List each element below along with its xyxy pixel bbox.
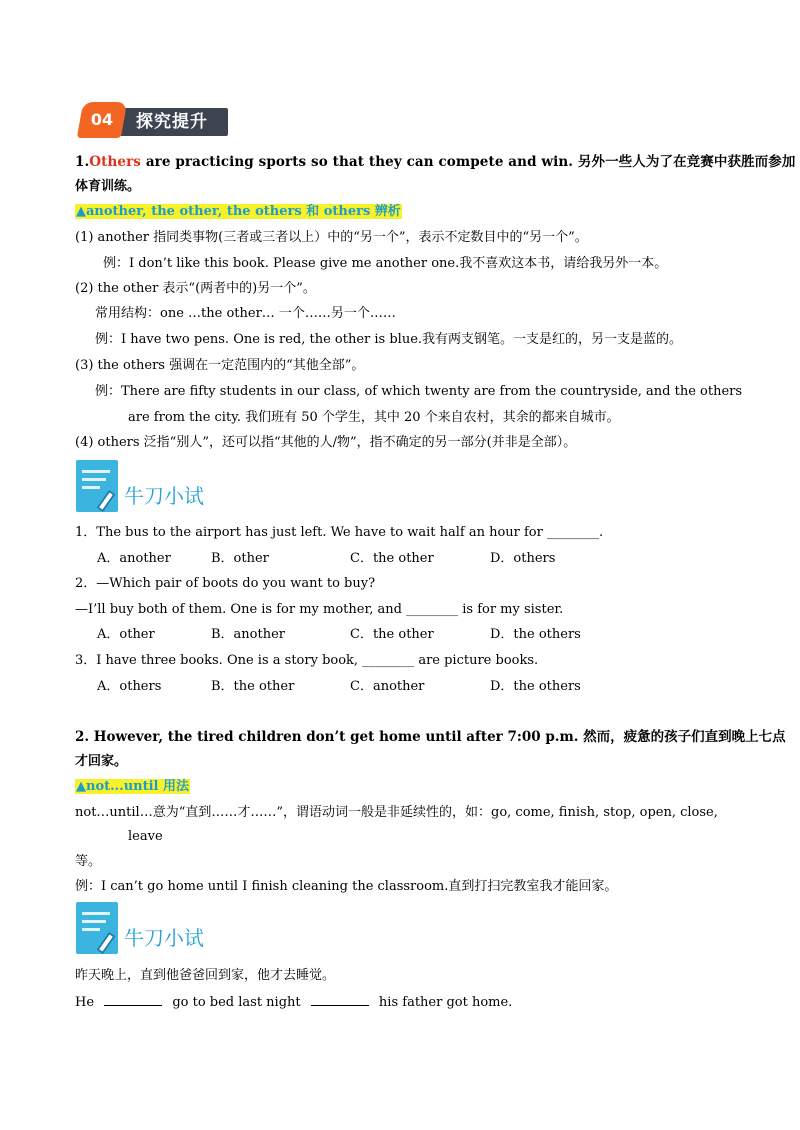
- option: A．others: [97, 679, 162, 694]
- question-stem: 3．I have three books. One is a story book, ________ are picture books.: [75, 653, 539, 668]
- item1-line: (3) the others 强调在一定范围内的“其他全部”。: [75, 358, 365, 373]
- item2-tag: [75, 778, 190, 796]
- answer-blank[interactable]: [311, 992, 369, 1006]
- practice2-en-a: He: [75, 995, 95, 1010]
- item2-line2: 等。: [75, 854, 102, 869]
- section-title: 探究提升: [136, 112, 208, 132]
- item2-sentence: 2. However, the tired children don’t get home until after 7:00 p.m. 然而，疲惫的孩子们直到晚上七点: [75, 729, 786, 745]
- item2-example: 例：I can’t go home until I finish cleaning the classroom.直到打扫完教室我才能回家。: [75, 879, 618, 894]
- item2-line1: not…until…意为“直到……才……”，谓语动词一般是非延续性的，如：go, come, finish, stop, open, close,: [75, 805, 718, 820]
- item1-line: (2) the other 表示“(两者中的)另一个”。: [75, 281, 316, 296]
- item1-sentence-line2: 体育训练。: [75, 179, 141, 194]
- option: D．the others: [490, 627, 581, 642]
- item1-line: (1) another 指同类事物(三者或三者以上）中的“另一个”，表示不定数目中的“另一个”。: [75, 230, 588, 245]
- section-header: [80, 100, 228, 140]
- option: C．another: [350, 679, 425, 694]
- option: B．other: [211, 551, 269, 566]
- item1-red-word: Others: [89, 154, 142, 170]
- option: A．another: [97, 551, 171, 566]
- answer-blank[interactable]: [104, 992, 162, 1006]
- item1-sentence: [75, 153, 795, 171]
- item1-tag: [75, 203, 402, 221]
- section-number: 04: [90, 110, 114, 129]
- item1-line: are from the city. 我们班有 50 个学生，其中 20 个来自农村，其余的都来自城市。: [128, 410, 620, 425]
- question-stem: 2．—Which pair of boots do you want to buy?: [75, 576, 376, 591]
- item2-sentence-line2: 才回家。: [75, 754, 128, 769]
- option: D．the others: [490, 679, 581, 694]
- item2-tag-text: ▲not...until 用法: [76, 779, 190, 794]
- item1-line: 例：There are fifty students in our class, of which twenty are from the countryside, and the others: [95, 384, 743, 399]
- option: B．the other: [211, 679, 295, 694]
- practice2-cn: 昨天晚上，直到他爸爸回到家，他才去睡觉。: [75, 968, 336, 983]
- option: B．another: [211, 627, 286, 642]
- practice2-en-c: his father got home.: [378, 995, 513, 1010]
- practice1-heading: [76, 460, 226, 516]
- item1-line: 例：I don’t like this book. Please give me another one.我不喜欢这本书，请给我另外一本。: [103, 256, 668, 271]
- question-stem: 1．The bus to the airport has just left. We have to wait half an hour for ________.: [75, 525, 604, 540]
- notepad-icon: [76, 902, 118, 954]
- item1-line: 例：I have two pens. One is red, the other is blue.我有两支钢笔。一支是红的，另一支是蓝的。: [95, 332, 683, 347]
- item1-num: 1.: [75, 154, 90, 170]
- item2-line1b: leave: [128, 829, 163, 844]
- item1-line: (4) others 泛指“别人”，还可以指“其他的人/物”，指不确定的另一部分(并非是全部）。: [75, 435, 577, 450]
- practice2-heading: [76, 902, 226, 958]
- option: A．other: [97, 627, 155, 642]
- item1-tag-text: ▲another, the other, the others 和 others 辨析: [76, 204, 401, 219]
- practice1-title: 牛刀小试: [124, 484, 204, 508]
- option: C．the other: [350, 551, 434, 566]
- practice2-en: [75, 992, 512, 1012]
- practice2-title: 牛刀小试: [124, 926, 204, 950]
- question-stem-line2: —I’ll buy both of them. One is for my mother, and ________ is for my sister.: [75, 602, 564, 617]
- section-number-badge: [77, 102, 127, 138]
- notepad-icon: [76, 460, 118, 512]
- item1-line: 常用结构：one …the other… 一个……另一个……: [95, 306, 396, 321]
- item1-sentence-rest: are practicing sports so that they can compete and win. 另外一些人为了在竞赛中获胜而参加: [141, 154, 796, 170]
- practice2-en-b: go to bed last night: [172, 995, 301, 1010]
- option: C．the other: [350, 627, 434, 642]
- option: D．others: [490, 551, 556, 566]
